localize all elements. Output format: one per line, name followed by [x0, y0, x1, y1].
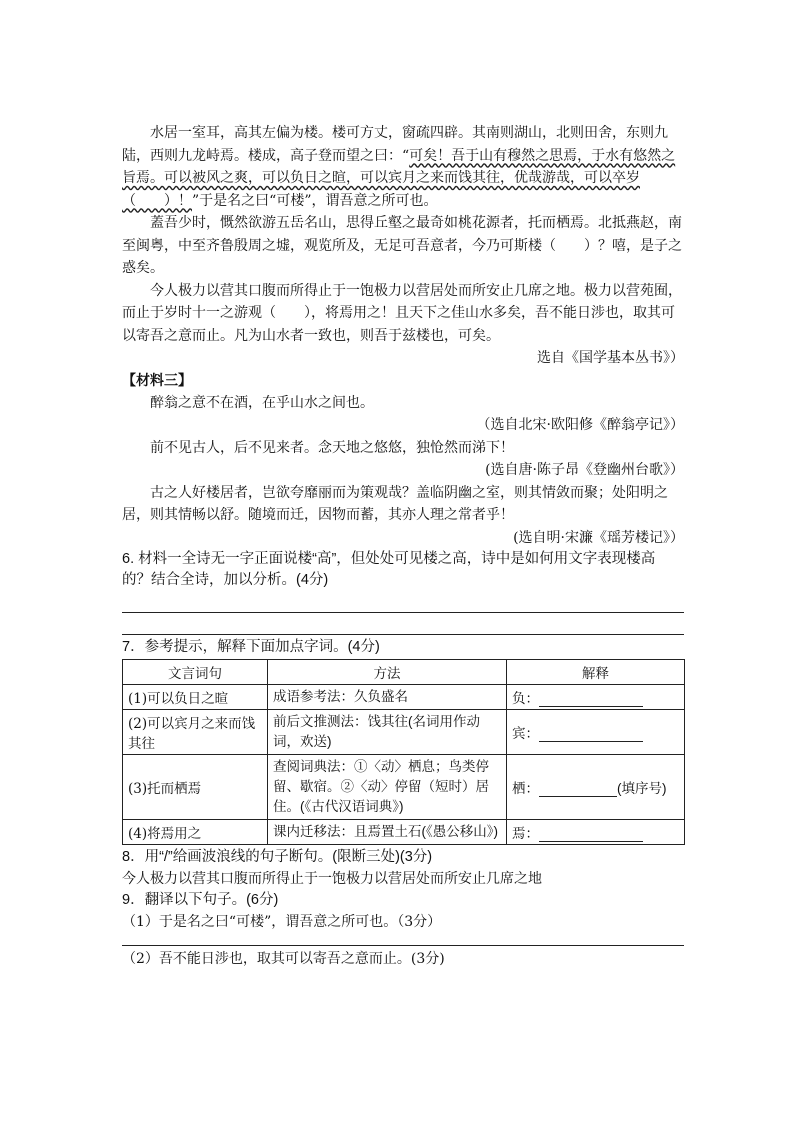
question-9: 9．翻译以下句子。(6分): [122, 892, 279, 908]
table-row: [123, 755, 685, 820]
material2-source: 选自《国学基本丛书》）: [537, 350, 684, 366]
table-row: [123, 820, 685, 845]
q7-answer-label: 焉：: [512, 826, 539, 841]
material2-paragraph-1-tail: ”于是名之曰“可楼”，谓吾意之所可也。: [192, 192, 438, 209]
material2-paragraph-1: [122, 122, 684, 212]
q7-answer-blank[interactable]: [539, 692, 643, 707]
material2-wavy-underlined-sentence: 可矣！吾于山有穆然之思焉，于水有悠然之旨焉。可以被风之爽，可以负日之暄，可以宾月之来而饯其往，优哉游哉，可以卒岁（ ）！: [122, 147, 676, 209]
material3-source-3: (选自明·宋濂《瑶芳楼记》）: [513, 529, 684, 546]
q7-method-cell: 成语参考法：久负盛名: [268, 685, 507, 710]
table-row: [123, 685, 685, 710]
material2-paragraph-2: 蓋吾少时，慨然欲游五岳名山，思得丘壑之最奇如桃花源者，托而栖焉。北抵燕赵，南至闽粤，中至齐鲁殷周之墟，观览所及，无足可吾意者，今乃可斯楼（ ）？嘻，是子之惑矣。: [122, 215, 682, 276]
q7-answer-label: 负：: [512, 691, 539, 706]
material3-line-2: 前不见古人，后不见来者。念天地之悠悠，独怆然而涕下！: [150, 439, 514, 456]
q7-answer-blank[interactable]: [539, 782, 617, 797]
material3-line-3: 古之人好楼居者，岂欲夸靡丽而为策观哉？盖临阴幽之室，则其情敛而聚；处阳明之居，则其情畅以舒。随境而迁，因物而蓄，其亦人理之常者乎！: [122, 484, 668, 523]
q7-phrase-cell: (2)可以宾月之来而饯其往: [123, 710, 268, 755]
question-7: 7．参考提示，解释下面加点字词。(4分): [122, 639, 380, 655]
table-row: [123, 710, 685, 755]
q9-sub-2: （2）吾不能日涉也，取其可以寄吾之意而止。(3分): [122, 951, 445, 967]
q7-method-cell: 查阅词典法：①〈动〉栖息；鸟类停留、歇宿。②〈动〉停留（短时）居住。(《古代汉语词典》): [268, 755, 507, 820]
q7-phrase-cell: (4)将焉用之: [123, 820, 268, 845]
question-6: 6. 材料一全诗无一字正面说楼“高”，但处处可见楼之高，诗中是如何用文字表现楼高的？结合全诗，加以分析。(4分): [122, 551, 656, 588]
q6-answer-line-2[interactable]: [122, 613, 684, 635]
material3-source-2: (选自唐·陈子昂《登幽州台歌》）: [485, 462, 684, 478]
material3-heading: 【材料三】: [122, 372, 192, 389]
q7-answer-cell: [507, 820, 685, 845]
q7-method-cell: 前后文推测法：饯其往(名词用作动词，欢送): [268, 710, 507, 755]
q7-answer-cell: [507, 710, 685, 755]
q7-phrase-cell: (3)托而栖焉: [123, 755, 268, 820]
q7-phrase-cell: (1)可以负日之暄: [123, 685, 268, 710]
question-8: 8．用“/”给画波浪线的句子断句。(限断三处)(3分): [122, 849, 433, 865]
q7-header-method: 方法: [268, 660, 507, 685]
q7-table-header-row: [123, 660, 685, 685]
q7-header-explanation: 解释: [507, 660, 685, 685]
q7-answer-label: 宾：: [512, 726, 539, 741]
q7-table: [122, 659, 685, 845]
q7-answer-blank[interactable]: [539, 727, 643, 742]
material2-paragraph-1-lead: 水居一室耳，高其左偏为楼。楼可方丈，窗疏四辟。其南则湖山，北则田舍，东则九陆，西则九龙峙焉。楼成，高子登而望之曰：“: [122, 125, 668, 164]
q9-answer-line-1[interactable]: [122, 933, 684, 946]
q7-answer-suffix: (填序号): [617, 781, 667, 796]
q6-answer-line-1[interactable]: [122, 591, 684, 613]
q7-answer-cell: [507, 755, 685, 820]
material2-paragraph-3: 今人极力以营其口腹而所得止于一饱极力以营居处而所安止几席之地。极力以营苑囿，而止于岁时十一之游观（ ），将焉用之！且天下之佳山水多矣，吾不能日涉也，取其可以寄吾之意而止。凡为山水者一致也，则吾于兹楼也，可矣。: [122, 282, 682, 344]
q7-answer-label: 栖：: [512, 781, 539, 796]
material3-source-1: （选自北宋·欧阳修《醉翁亭记》）: [476, 417, 684, 433]
q8-sentence: 今人极力以营其口腹而所得止于一饱极力以营居处而所安止几席之地: [122, 871, 542, 887]
q7-method-cell: 课内迁移法：且焉置土石(《愚公移山》): [268, 820, 507, 845]
q9-sub-1: （1）于是名之曰“可楼”，谓吾意之所可也。（3分）: [122, 914, 442, 930]
q7-answer-blank[interactable]: [539, 827, 643, 842]
material3-line-1: 醉翁之意不在酒，在乎山水之间也。: [150, 394, 374, 411]
q7-answer-cell: [507, 685, 685, 710]
q7-header-phrase: 文言词句: [123, 660, 268, 685]
exam-page: [122, 122, 684, 970]
